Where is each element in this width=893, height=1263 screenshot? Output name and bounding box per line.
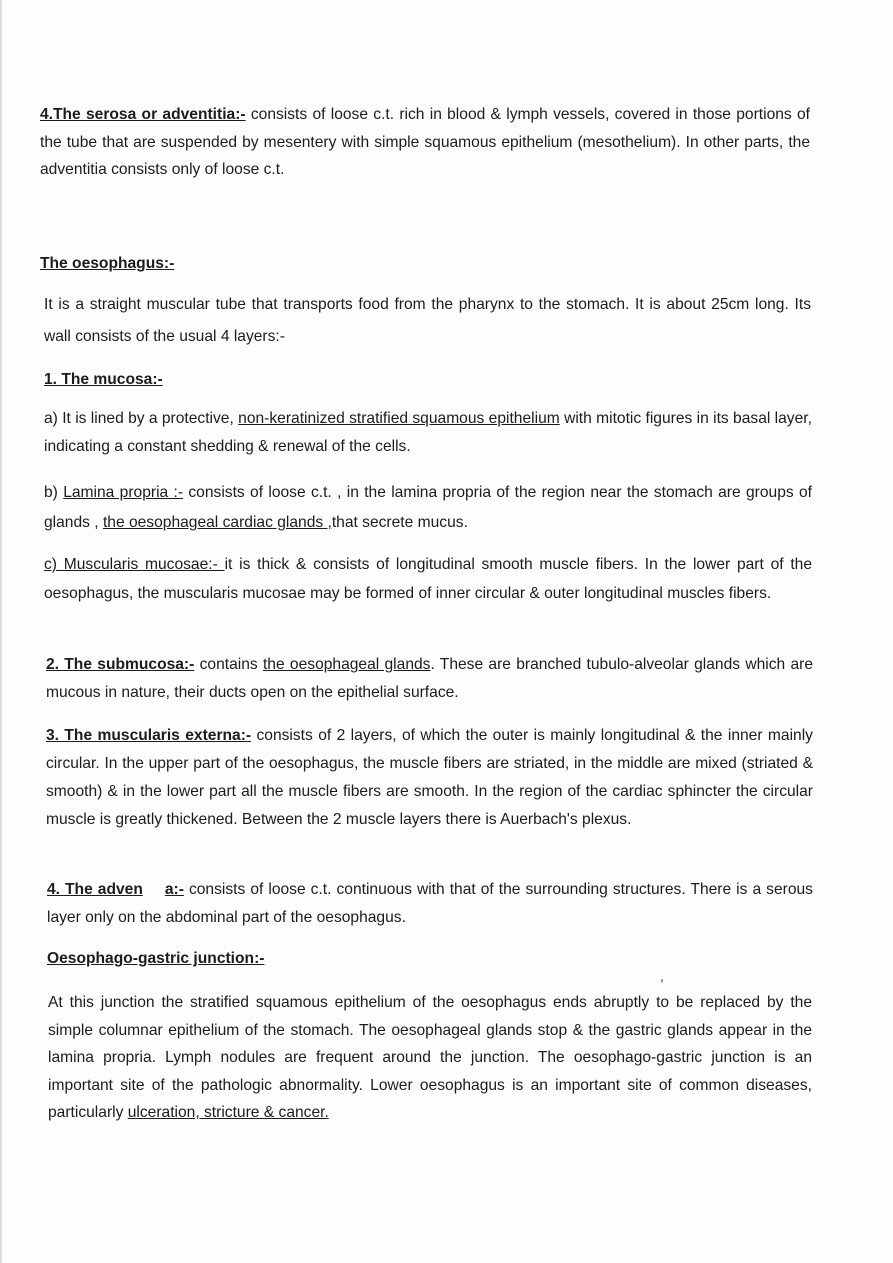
junction-text: At this junction the stratified squamous epithelium of the oesophagus ends abruptly to be replaced by the simple columnar epithelium of the stomach. The oesophageal glands stop & the gastric glands appear in the lamina propria. Lymph nodules are frequent around the junction. The oesophago-gastric junction is an important site of the pathologic abnormality. Lower oesophagus is an important site of common diseases, particularly xyxy=(48,994,812,1122)
oesophagus-title: The oesophagus:- xyxy=(40,255,175,272)
mucosa-a-suffix: with mitotic figures in its basal layer, indicating a constant shedding & renewal of the cells. xyxy=(44,410,812,455)
mucosa-title: 1. The mucosa:- xyxy=(44,371,163,388)
mucosa-c-paragraph xyxy=(44,551,812,608)
serosa-text: consists of loose c.t. rich in blood & lymph vessels, covered in those portions of the tube that are suspended by mesentery with simple squamous epithelium (mesothelium). In other parts, the adventitia consists only of loose c.t. xyxy=(40,106,810,178)
oesophageal-glands-term: the oesophageal glands xyxy=(262,656,431,673)
submucosa-text2: . These are branched tubulo-alveolar glands which are mucous in nature, their ducts open on the epithelial surface. xyxy=(46,656,813,701)
submucosa-text1: contains xyxy=(194,656,263,673)
externa-title: 3. The muscularis externa:- xyxy=(46,727,252,744)
externa-text: consists of 2 layers, of which the outer is mainly longitudinal & the inner mainly circular. In the upper part of the oesophagus, the muscle fibers are striated, in the middle are mixed (striated & smooth) & in the lower part all the muscle fibers are smooth. In the region of the cardiac sphincter the circular muscle is greatly thickened. Between the 2 muscle layers there is Auerbach's plexus. xyxy=(46,727,813,828)
lamina-propria-title: Lamina propria :- xyxy=(63,484,184,501)
submucosa-paragraph xyxy=(46,651,813,706)
cardiac-glands-term: the oesophageal cardiac glands , xyxy=(102,514,332,531)
mucosa-a-prefix: a) It is lined by a protective, xyxy=(44,410,239,427)
junction-paragraph xyxy=(48,989,812,1127)
scan-edge xyxy=(0,0,3,1263)
externa-paragraph xyxy=(46,722,813,834)
serosa-paragraph xyxy=(40,101,810,184)
adventitia-paragraph xyxy=(47,876,813,931)
adventitia-title-part2: a:- xyxy=(164,881,184,898)
mucosa-a-paragraph xyxy=(44,405,814,460)
mucosa-b-text1: consists of loose c.t. , in the lamina propria of the region near the stomach are groups of glands , xyxy=(44,484,813,531)
adventitia-text: consists of loose c.t. continuous with that of the surrounding structures. There is a serous layer only on the abdominal part of the oesophagus. xyxy=(47,881,813,926)
mucosa-b-paragraph xyxy=(44,478,812,538)
submucosa-title: 2. The submucosa:- xyxy=(46,656,195,673)
adventitia-title xyxy=(47,881,184,898)
mucosa-a-underlined: non-keratinized stratified squamous epithelium xyxy=(238,410,560,427)
oesophagus-intro: It is a straight muscular tube that transports food from the pharynx to the stomach. It is about 25cm long. Its wall consists of the usual 4 layers:- xyxy=(44,296,811,345)
adventitia-title-part1: 4. The adven xyxy=(47,881,143,898)
mucosa-b-text2: that secrete mucus. xyxy=(331,514,468,531)
scan-mark: , xyxy=(660,968,664,984)
muscularis-mucosae-title: c) Muscularis mucosae:- xyxy=(44,556,225,573)
serosa-title: 4.The serosa or adventitia:- xyxy=(40,106,246,123)
mucosa-c-text: it is thick & consists of longitudinal smooth muscle fibers. In the lower part of the oesophagus, the muscularis mucosae may be formed of inner circular & outer longitudinal muscles fibers. xyxy=(44,556,813,602)
junction-title: Oesophago-gastric junction:- xyxy=(47,950,265,967)
mucosa-b-prefix: b) xyxy=(44,484,64,501)
junction-underlined: ulceration, stricture & cancer. xyxy=(127,1104,329,1122)
